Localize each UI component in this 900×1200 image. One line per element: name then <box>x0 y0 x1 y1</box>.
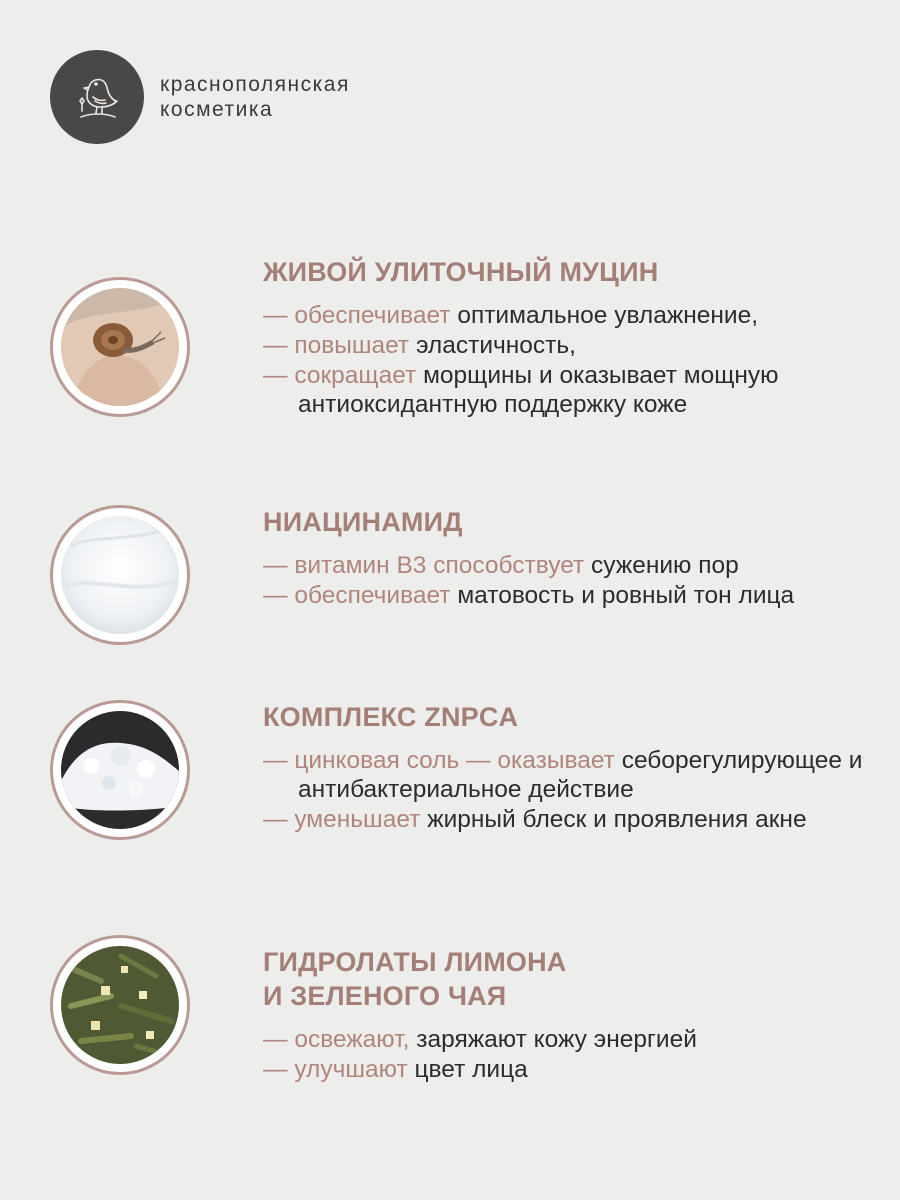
ingredient-image-green-tea <box>50 935 190 1075</box>
ingredient-title: КОМПЛЕКС ZNPCA <box>263 702 519 732</box>
bullet-item: — уменьшает жирный блеск и проявления акне <box>263 806 807 833</box>
brand-logo <box>50 50 144 144</box>
ingredient-image-powder <box>50 505 190 645</box>
ingredient-image-crystals <box>50 700 190 840</box>
ingredient-image-snail <box>50 277 190 417</box>
brand-header <box>50 50 350 144</box>
bullet-item: — обеспечивает оптимальное увлажнение, <box>263 302 759 329</box>
bullet-item: — сокращает морщины и оказывает мощную антиоксидантную поддержку коже <box>263 362 779 418</box>
bullet-item: — повышает эластичность, <box>263 332 576 359</box>
ingredient-title: ЖИВОЙ УЛИТОЧНЫЙ МУЦИН <box>263 257 659 287</box>
ingredient-title: ГИДРОЛАТЫ ЛИМОНА И ЗЕЛЕНОГО ЧАЯ <box>263 947 567 1011</box>
bullet-item: — улучшают цвет лица <box>263 1056 528 1083</box>
bullet-item: — освежают, заряжают кожу энергией <box>263 1026 697 1053</box>
brand-name-line2: косметика <box>160 98 274 121</box>
bullet-item: — цинковая соль — оказывает себорегулирующее и антибактериальное действие <box>263 747 863 803</box>
bullet-item: — витамин В3 способствует сужению пор <box>263 552 739 579</box>
ingredient-title: НИАЦИНАМИД <box>263 507 463 537</box>
brand-name <box>160 72 350 122</box>
brand-name-line1: краснополянская <box>160 73 350 96</box>
bullet-item: — обеспечивает матовость и ровный тон лица <box>263 582 795 609</box>
bird-icon <box>67 67 127 127</box>
